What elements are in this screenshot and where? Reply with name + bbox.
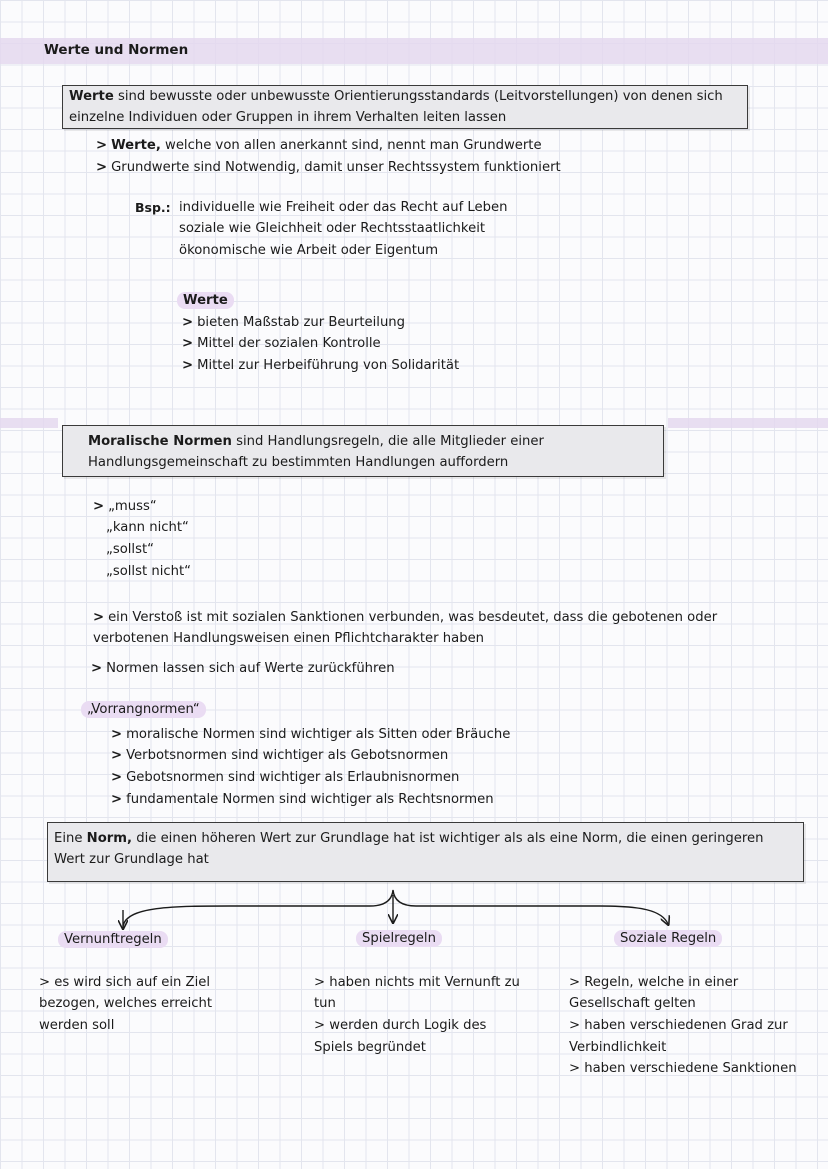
werte-term: Werte [69,89,114,104]
vorrang-item: > Verbotsnormen sind wichtiger als Gebotsnormen [111,748,449,763]
werte-function-item: > Mittel zur Herbeiführung von Solidarität [182,358,460,373]
werte-definition-text: sind bewusste oder unbewusste Orientierungsstandards (Leitvorstellungen) von denen sich [113,89,723,104]
verstoss-line-1: > ein Verstoß ist mit sozialen Sanktionen verbunden, was besdeutet, dass die gebotenen oder [93,610,718,625]
beispiel-line: individuelle wie Freiheit oder das Recht auf Leben [179,200,508,215]
normen-definition-text: sind Handlungsregeln, die alle Mitglieder einer [231,434,544,449]
bullet-arrow: > [96,160,108,175]
vorrang-item: > Gebotsnormen sind wichtiger als Erlaubnisnormen [111,770,460,785]
normen-werte-line: > Normen lassen sich auf Werte zurückführen [91,661,395,676]
werte-function-item: > bieten Maßstab zur Beurteilung [182,315,406,330]
rule-line: Verbindlichkeit [569,1040,667,1055]
rule-line: Gesellschaft gelten [569,996,696,1011]
modal-word: > „muss“ [93,499,157,514]
rule-line: werden soll [39,1018,115,1033]
rule-line: Spiels begründet [314,1040,426,1055]
modal-word: „kann nicht“ [106,520,189,535]
werte-functions-heading: Werte [177,290,234,312]
normen-definition-line2: Handlungsgemeinschaft zu bestimmten Handlungen auffordern [88,455,509,470]
norm-term: Norm, [86,831,133,846]
rule-line: bezogen, welches erreicht [39,996,213,1011]
rule-line: > haben nichts mit Vernunft zu [314,975,520,990]
rule-title-spielregeln: Spielregeln [356,928,442,950]
rule-title-vernunftregeln: Vernunftregeln [58,929,168,951]
rule-line: tun [314,996,336,1011]
modal-word: „sollst nicht“ [106,564,191,579]
grundwerte-item-2: > Grundwerte sind Notwendig, damit unser Rechtssystem funktioniert [96,160,561,175]
grundwerte-item-1: > Werte, welche von allen anerkannt sind, nennt man Grundwerte [96,138,542,153]
rule-line: > haben verschiedene Sanktionen [569,1061,797,1076]
modal-word: „sollst“ [106,542,154,557]
verstoss-line-2: verbotenen Handlungsweisen einen Pflichtcharakter haben [93,631,485,646]
vorrang-heading: „Vorrangnormen“ [81,699,206,721]
page-title: Werte und Normen [44,42,189,58]
branch-curve [123,890,668,928]
werte-definition-line2: einzelne Individuen oder Gruppen in ihrem Verhalten leiten lassen [69,110,507,125]
rule-line: > werden durch Logik des [314,1018,487,1033]
beispiel-line: ökonomische wie Arbeit oder Eigentum [179,243,439,258]
norm-definition-line2: Wert zur Grundlage hat [54,852,209,867]
vorrang-item: > moralische Normen sind wichtiger als Sitten oder Bräuche [111,727,511,742]
rule-line: > es wird sich auf ein Ziel [39,975,211,990]
bullet-arrow: > [96,138,108,153]
rule-title-soziale-regeln: Soziale Regeln [614,928,722,950]
norm-definition-box: Eine Norm, die einen höheren Wert zur Grundlage hat ist wichtiger als als eine Norm, die einen geringeren Wert zur Grundlage hat [47,822,804,882]
beispiel-line: soziale wie Gleichheit oder Rechtsstaatlichkeit [179,221,486,236]
normen-term: Moralische Normen [88,434,232,449]
werte-function-item: > Mittel der sozialen Kontrolle [182,336,381,351]
vorrang-item: > fundamentale Normen sind wichtiger als Rechtsnormen [111,792,494,807]
rule-line: > haben verschiedenen Grad zur [569,1018,788,1033]
rule-line: > Regeln, welche in einer [569,975,739,990]
beispiele-label: Bsp.: [135,200,171,215]
